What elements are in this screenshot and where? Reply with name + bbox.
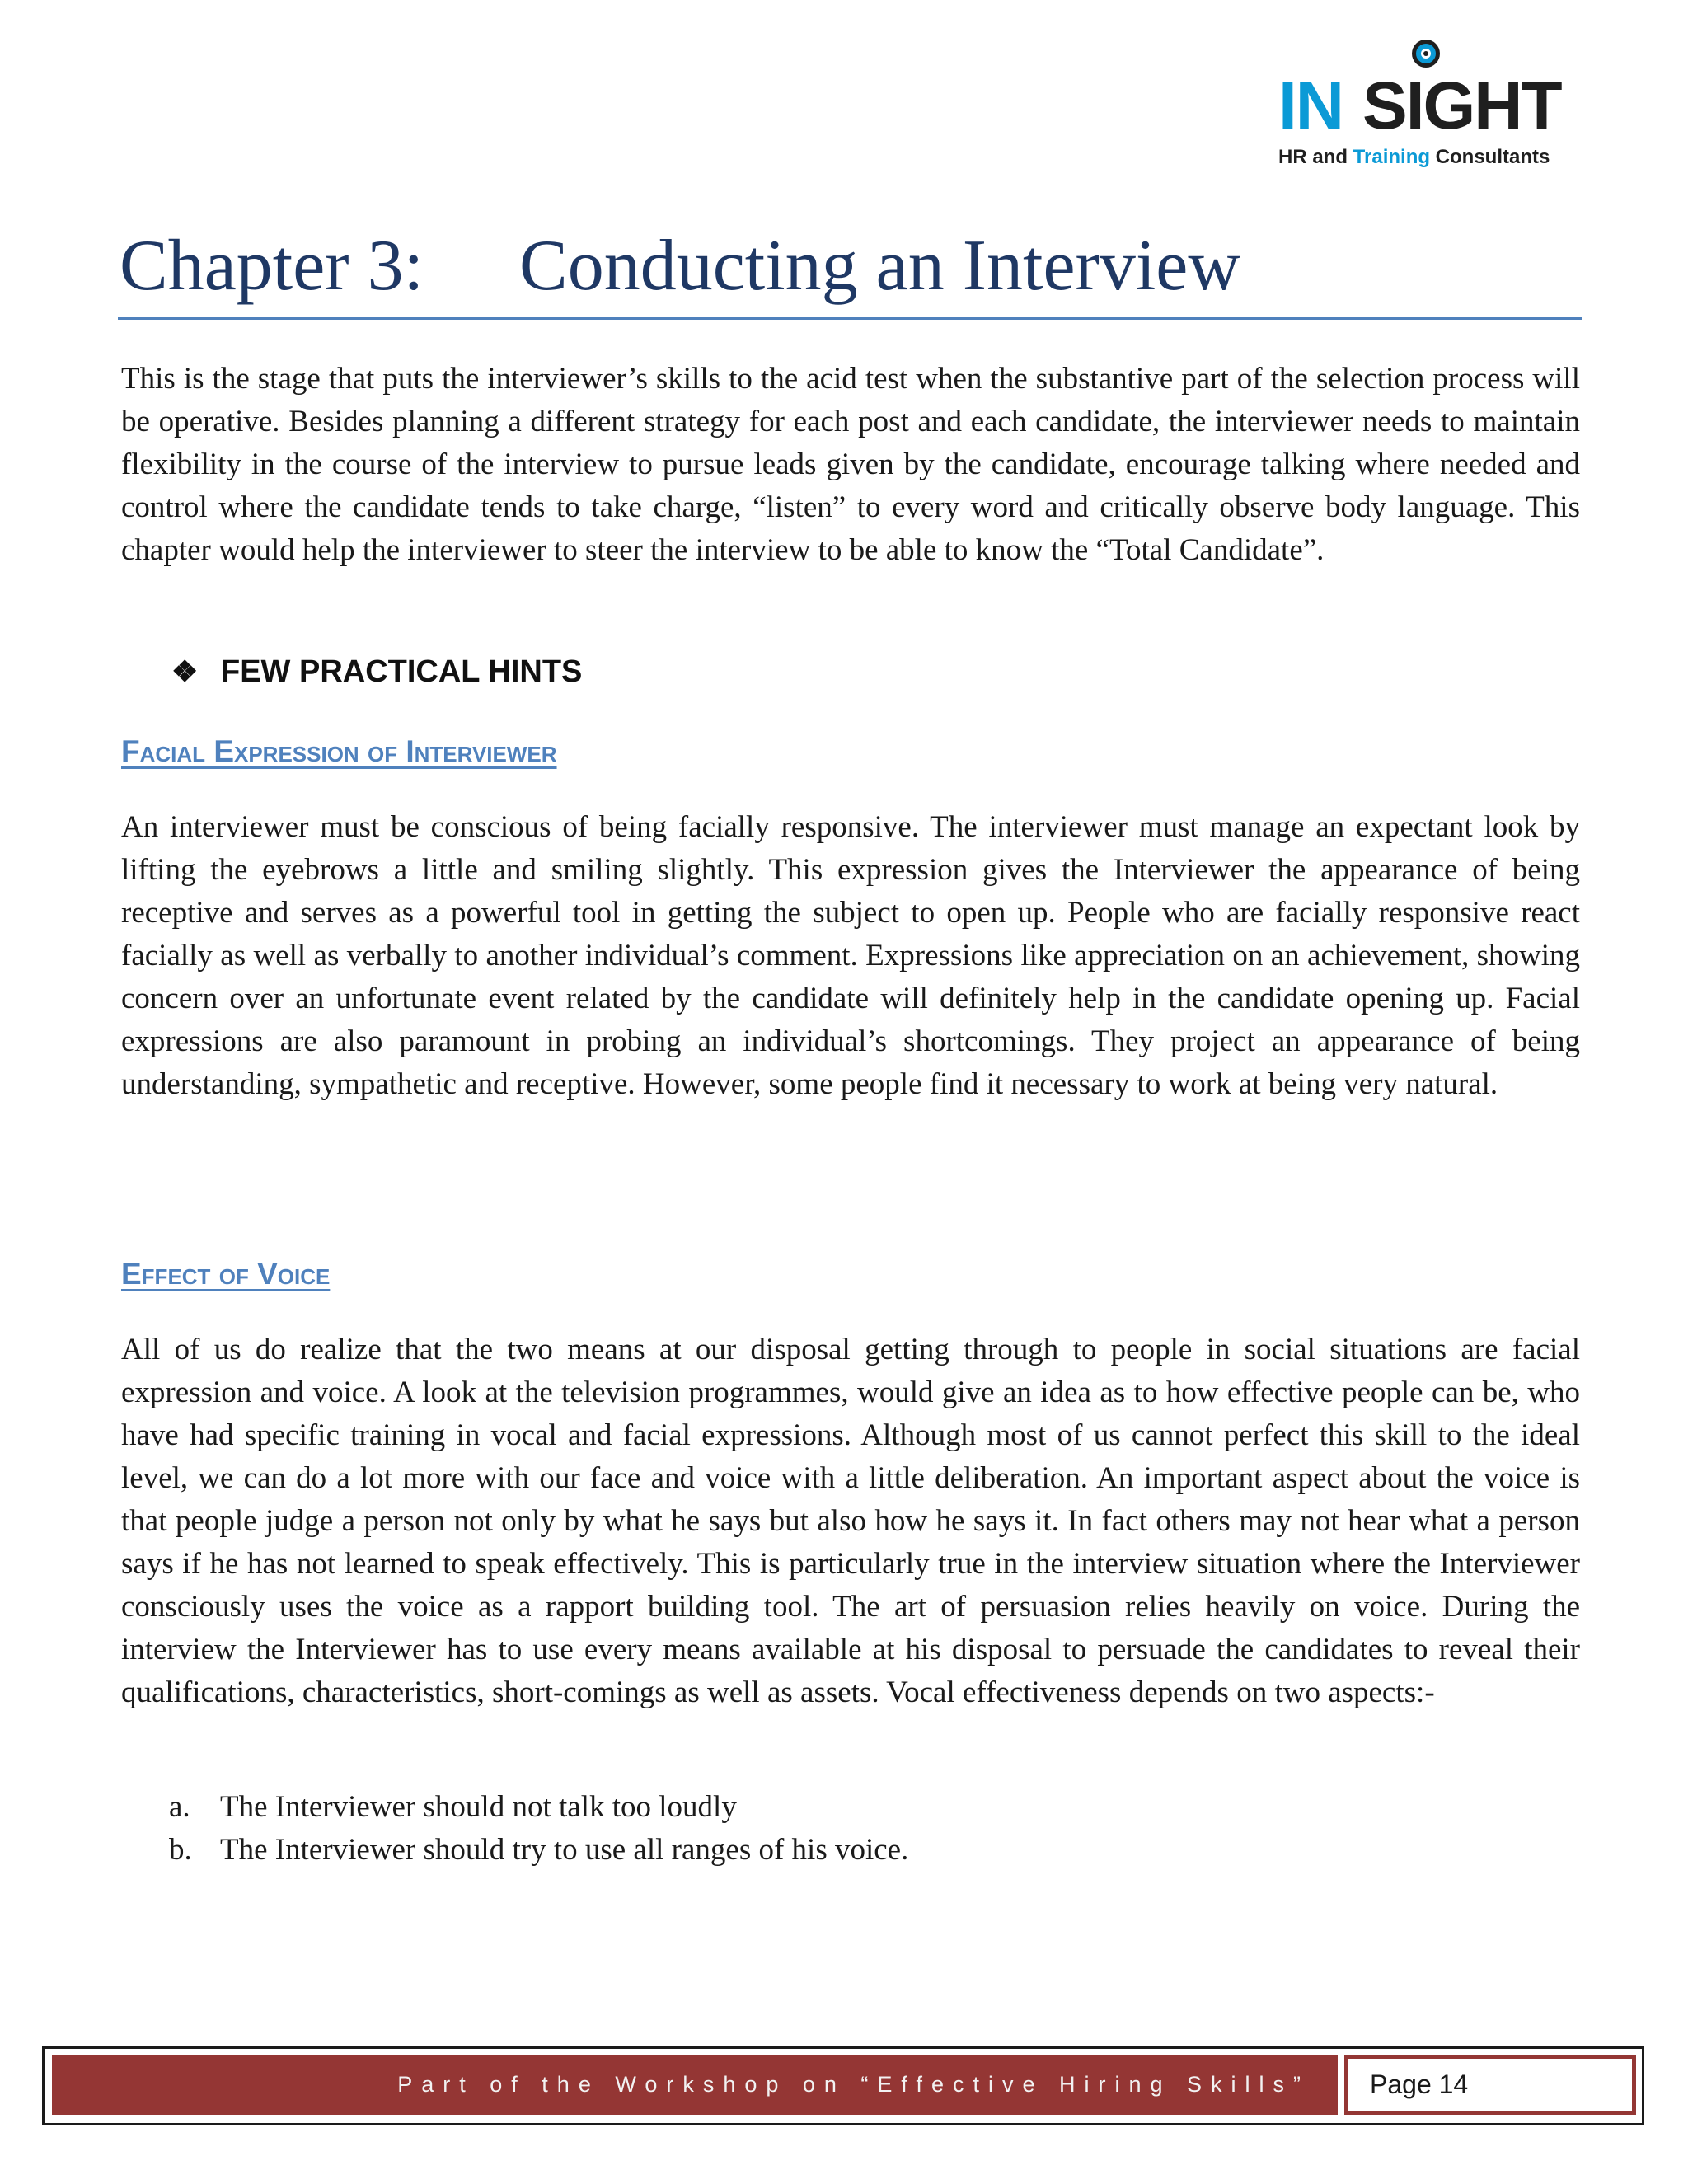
footer-band	[52, 2055, 1338, 2115]
list-item-text: The Interviewer should try to use all ranges of his voice.	[220, 1833, 909, 1867]
list-item	[169, 1786, 908, 1829]
practical-hints-heading	[171, 649, 582, 695]
vocal-aspects-list	[169, 1786, 908, 1872]
intro-paragraph: This is the stage that puts the interviewer’s skills to the acid test when the substantive part of the selection process will be operative. Besides planning a different strategy for each post and each candidate, the interviewer needs to maintain flexibility in the course of the interview to pursue leads given by the candidate, encourage talking where needed and control where the candidate tends to take charge, “listen” to every word and critically observe body language. This chapter would help the interviewer to steer the interview to be able to know the “Total Candidate”.	[121, 362, 1580, 567]
logo-brand-main: SIGHT	[1362, 68, 1561, 143]
footer-workshop-text: Part of the Workshop on “Effective Hiring Skills”	[397, 2072, 1310, 2097]
eye-icon	[1412, 40, 1440, 68]
section-body-facial-expression: An interviewer must be conscious of being facially responsive. The interviewer must manage an expectant look by lifting the eyebrows a little and smiling slightly. This expression gives the Interviewer the appearance of being receptive and serves as a powerful tool in getting the subject to open up. People who are facially responsive react facially as well as verbally to another individual’s comment. Expressions like appreciation on an achievement, showing concern over an unfortunate event related by the candidate will definitely help in the candidate opening up. Facial expressions are also paramount in probing an individual’s shortcomings. They project an appearance of being understanding, sympathetic and receptive. However, some people find it necessary to work at being very natural.	[121, 810, 1580, 1101]
section-heading-effect-of-voice: Effect of Voice	[121, 1257, 331, 1291]
logo-brand-prefix: IN	[1278, 68, 1343, 143]
title-underline-divider	[118, 317, 1582, 320]
list-item	[169, 1829, 908, 1872]
page-number-inner	[1348, 2059, 1632, 2111]
list-marker: a.	[169, 1790, 190, 1824]
svg-text:HR and Training Consultants	[1278, 146, 1550, 168]
logo-tagline-end: Consultants	[1430, 146, 1550, 168]
insight-logo-graphic	[1273, 31, 1603, 171]
page-number: Page 14	[1370, 2069, 1469, 2099]
section-body-effect-of-voice: All of us do realize that the two means at our disposal getting through to people in social situations are facial expression and voice. A look at the television programmes, would give an idea as to how effective people can be, who have had specific training in vocal and facial expressions. Although most of us cannot perfect this skill to the ideal level, we can do a lot more with our face and voice with a little deliberation. An important aspect about the voice is that people judge a person not only by what he says but also how he says it. In fact others may not hear what a person says if he has not learned to speak effectively. This is particularly true in the interview situation where the Interviewer consciously uses the voice as a rapport building tool. The art of persuasion relies heavily on voice. During the interview the Interviewer has to use every means available at his disposal to persuade the candidates to reveal their qualifications, characteristics, short-comings as well as assets. Vocal effectiveness depends on two aspects:-	[121, 1333, 1580, 1709]
chapter-heading: Conducting an Interview	[519, 226, 1240, 306]
company-logo	[1273, 31, 1603, 171]
section-heading-facial-expression: Facial Expression of Interviewer	[121, 734, 557, 768]
chapter-title	[120, 221, 1240, 312]
diamond-bullet-icon: ❖	[171, 654, 199, 688]
page-number-box	[1344, 2055, 1636, 2115]
list-item-text: The Interviewer should not talk too loudly	[220, 1790, 737, 1824]
logo-tagline-accent: Training	[1353, 146, 1431, 168]
practical-hints-title: FEW PRACTICAL HINTS	[221, 654, 583, 689]
logo-tagline-start: HR and	[1278, 146, 1353, 168]
chapter-number: Chapter 3:	[120, 226, 424, 306]
list-marker: b.	[169, 1833, 192, 1867]
